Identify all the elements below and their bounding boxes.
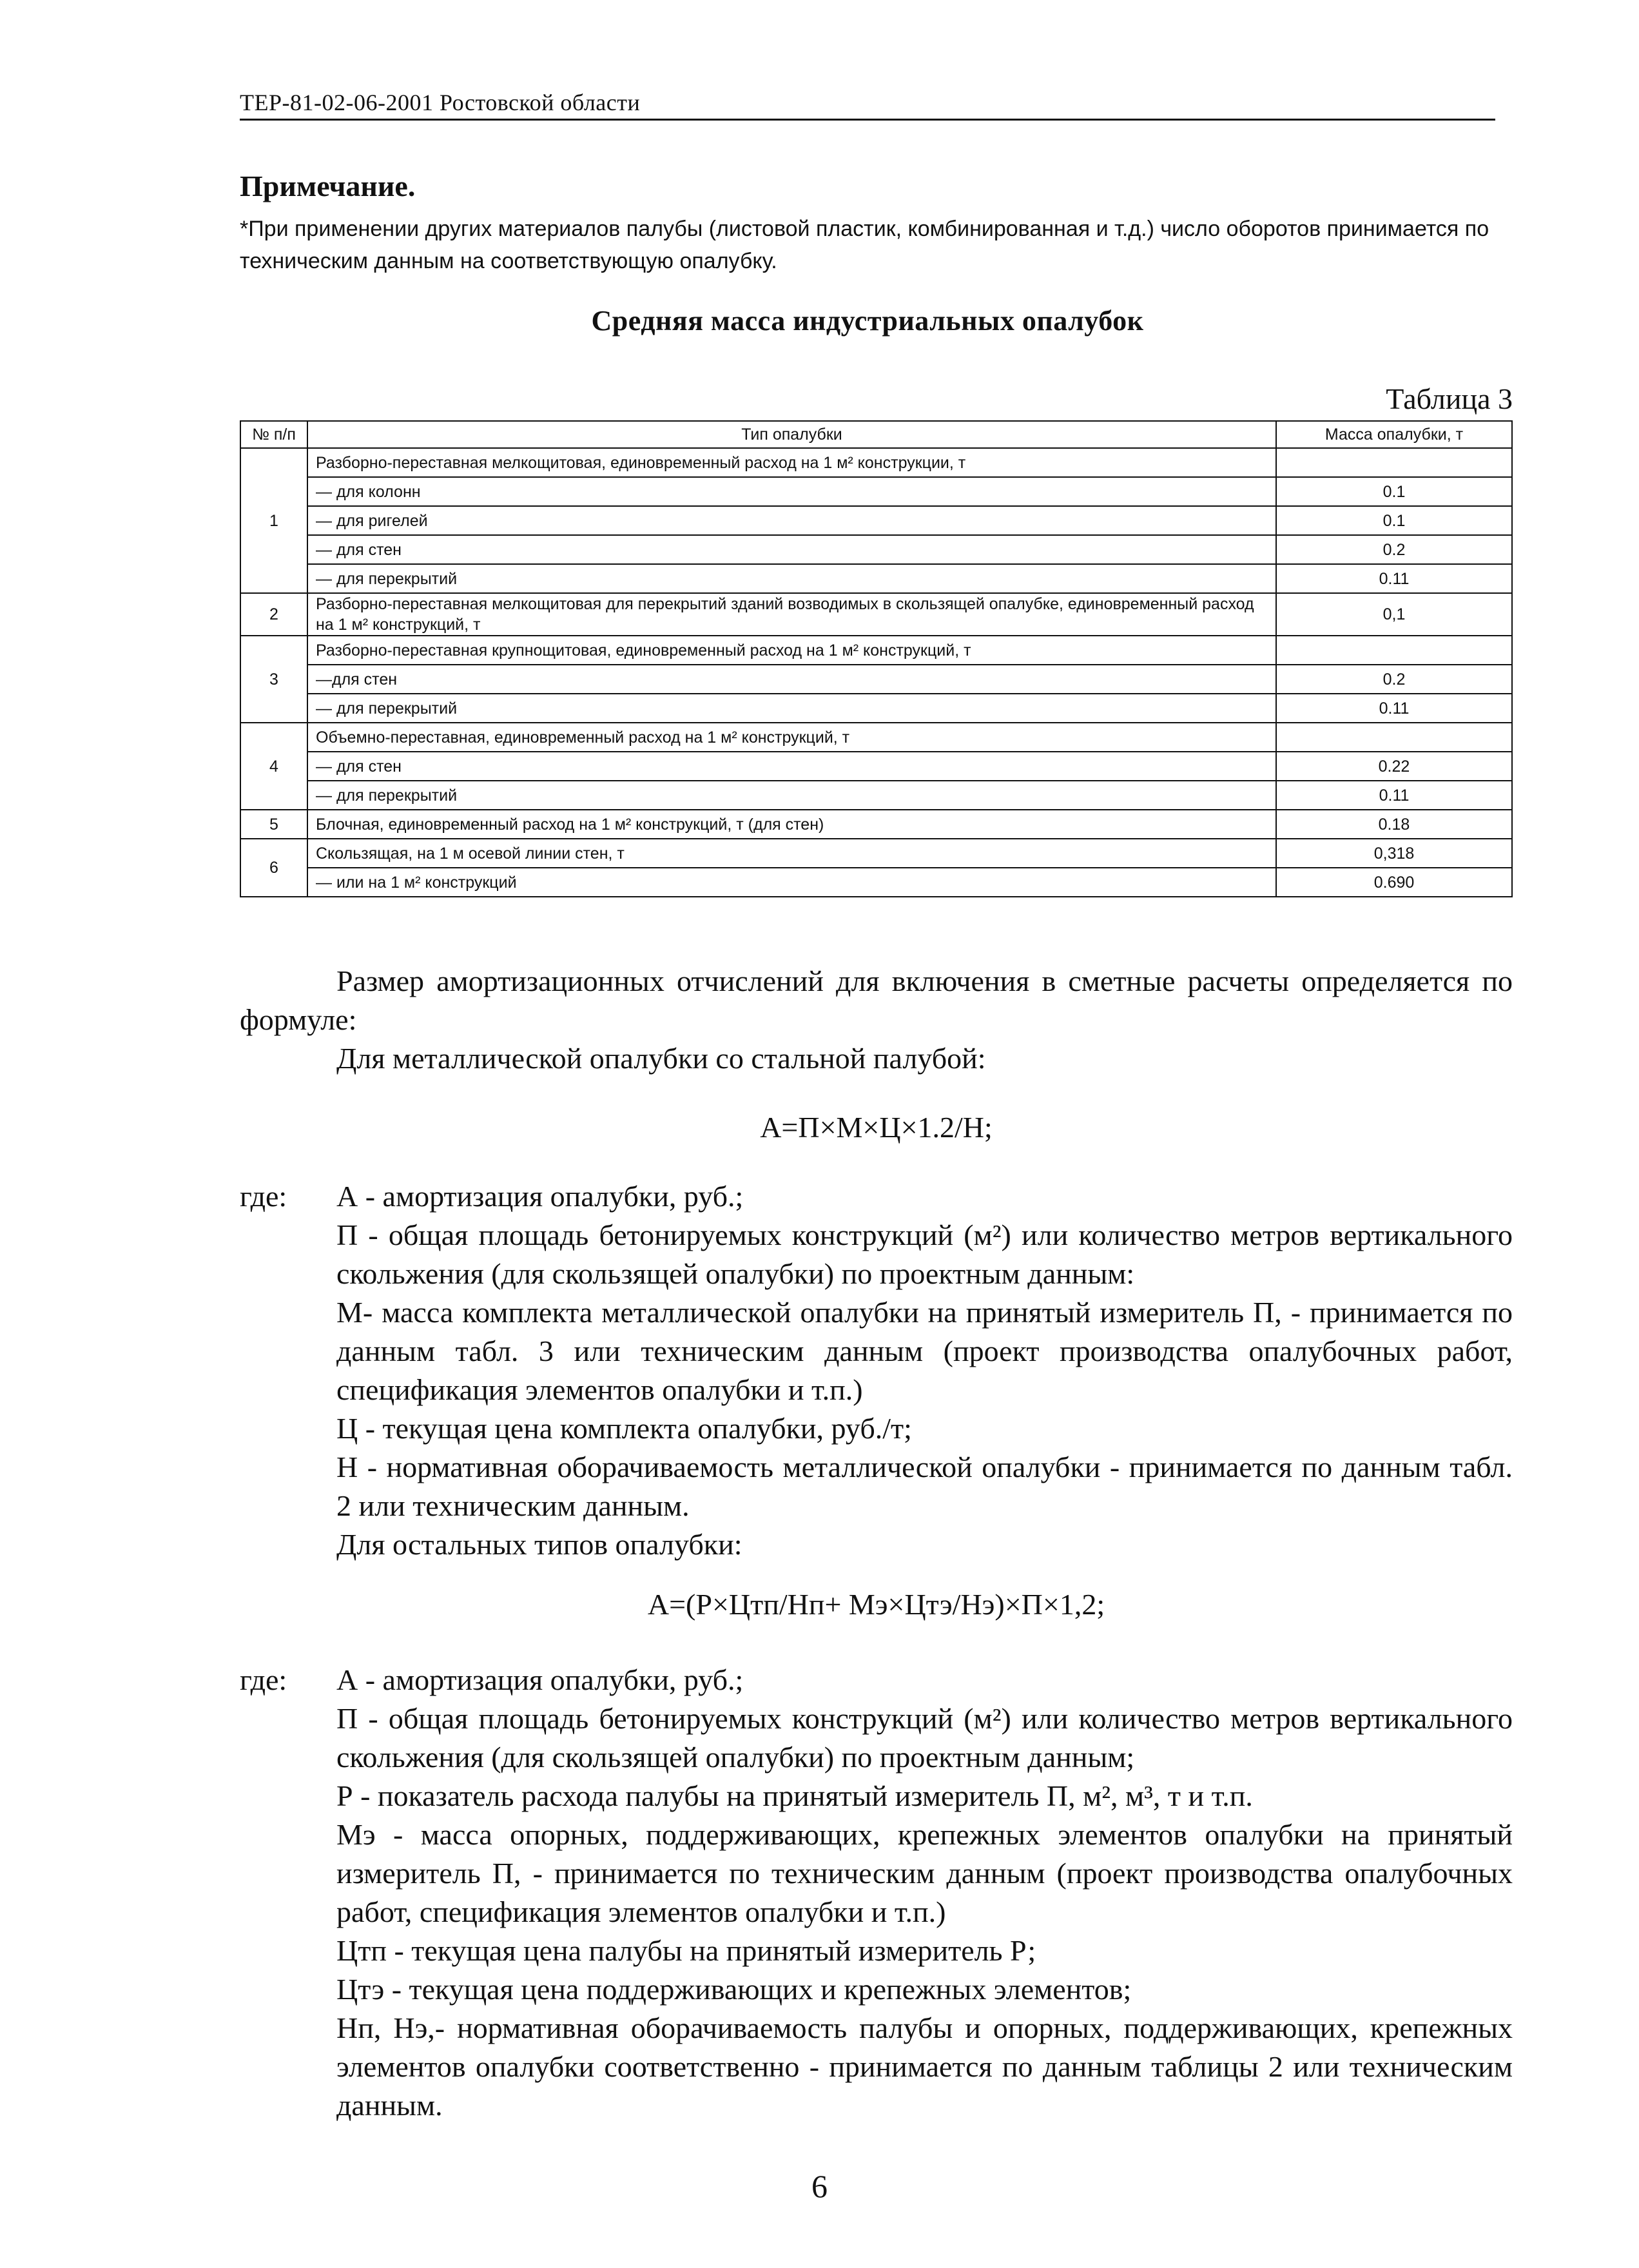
- definition-row: [240, 1293, 1513, 1409]
- definition-row: [240, 1815, 1513, 1931]
- definition-row: [240, 2009, 1513, 2125]
- row-mass: 0.11: [1276, 694, 1512, 723]
- table-row: [240, 448, 1512, 477]
- table-row: [240, 665, 1512, 694]
- row-mass: [1276, 723, 1512, 752]
- row-number: 5: [240, 810, 307, 839]
- row-type: — для перекрытий: [307, 694, 1276, 723]
- definition-row: [240, 1777, 1513, 1815]
- definition-item: Цтп - текущая цена палубы на принятый измеритель Р;: [336, 1934, 1036, 1967]
- row-mass: 0.1: [1276, 506, 1512, 535]
- table-label: Таблица 3: [1386, 382, 1513, 415]
- definition-item: П - общая площадь бетонируемых конструкций (м²) или количество метров вертикального скольжения (для скользящей опалубки) по проектным данным:: [336, 1218, 1513, 1290]
- table-row: [240, 781, 1512, 810]
- row-type: — для перекрытий: [307, 564, 1276, 593]
- row-mass: 0.2: [1276, 665, 1512, 694]
- definition-item: А - амортизация опалубки, руб.;: [336, 1180, 744, 1213]
- definition-item: Мэ - масса опорных, поддерживающих, крепежных элементов опалубки на принятый измеритель П, - принимается по техническим данным (проект производства опалубочных работ, спецификация элементов опалубки и т.п.): [336, 1818, 1513, 1928]
- col-header-number: № п/п: [240, 421, 307, 448]
- definition-row: [240, 1448, 1513, 1525]
- row-number: 6: [240, 839, 307, 897]
- formula-other: А=(Р×Цтп/Нп+ Мэ×Цтэ/Нэ)×П×1,2;: [647, 1588, 1105, 1621]
- table-row: [240, 752, 1512, 781]
- paragraph-other-formwork: Для остальных типов опалубки:: [336, 1528, 742, 1561]
- row-type: Объемно-переставная, единовременный расход на 1 м² конструкций, т: [307, 723, 1276, 752]
- document-header: ТЕР-81-02-06-2001 Ростовской области: [240, 89, 1495, 121]
- col-header-mass: Масса опалубки, т: [1276, 421, 1512, 448]
- col-header-type: Тип опалубки: [307, 421, 1276, 448]
- row-mass: [1276, 448, 1512, 477]
- paragraph-metal-formwork: Для металлической опалубки со стальной палубой:: [336, 1042, 986, 1075]
- table-row: [240, 636, 1512, 665]
- table-row: [240, 506, 1512, 535]
- row-mass: 0.22: [1276, 752, 1512, 781]
- definition-item: М- масса комплекта металлической опалубки на принятый измеритель П, - принимается по данным табл. 3 или техническим данным (проект производства опалубочных работ, спецификация элементов опалубки и т.п.): [336, 1296, 1513, 1406]
- definition-row: [240, 1970, 1513, 2009]
- definition-item: А - амортизация опалубки, руб.;: [336, 1663, 744, 1696]
- definition-row: [240, 1931, 1513, 1970]
- definition-item: Р - показатель расхода палубы на принятый измеритель П, м², м³, т и т.п.: [336, 1779, 1253, 1812]
- row-mass: 0.2: [1276, 535, 1512, 564]
- table-row: [240, 839, 1512, 868]
- row-type: Разборно-переставная крупнощитовая, единовременный расход на 1 м² конструкций, т: [307, 636, 1276, 665]
- row-type: Разборно-переставная мелкощитовая, единовременный расход на 1 м² конструкции, т: [307, 448, 1276, 477]
- table-row: [240, 593, 1512, 636]
- row-type: Скользящая, на 1 м осевой линии стен, т: [307, 839, 1276, 868]
- definitions-metal: [240, 1177, 1513, 1564]
- table-row: [240, 868, 1512, 897]
- row-type: Блочная, единовременный расход на 1 м² конструкций, т (для стен): [307, 810, 1276, 839]
- row-mass: [1276, 636, 1512, 665]
- table-row: [240, 723, 1512, 752]
- row-number: 4: [240, 723, 307, 810]
- paragraph-formula-intro: Размер амортизационных отчислений для включения в сметные расчеты определяется по формуле:: [240, 964, 1513, 1036]
- definition-item: Ц - текущая цена комплекта опалубки, руб./т;: [336, 1412, 912, 1445]
- definition-row: [240, 1409, 1513, 1448]
- definition-row: [240, 1699, 1513, 1777]
- definition-item: Нп, Нэ,- нормативная оборачиваемость палубы и опорных, поддерживающих, крепежных элементов опалубки соответственно - принимается по данным таблицы 2 или техническим данным.: [336, 2011, 1513, 2122]
- definition-item: Цтэ - текущая цена поддерживающих и крепежных элементов;: [336, 1973, 1132, 2006]
- row-number: 3: [240, 636, 307, 723]
- row-type: Разборно-переставная мелкощитовая для перекрытий зданий возводимых в скользящей опалубке, единовременный расход на 1 м² конструкций, т: [307, 593, 1276, 636]
- row-number: 1: [240, 448, 307, 593]
- row-type: — для стен: [307, 535, 1276, 564]
- row-mass: 0,318: [1276, 839, 1512, 868]
- row-type: — для перекрытий: [307, 781, 1276, 810]
- row-mass: 0,1: [1276, 593, 1512, 636]
- note-text: *При применении других материалов палубы (листовой пластик, комбинированная и т.д.) число оборотов принимается по техническим данным на соответствующую опалубку.: [240, 217, 1489, 273]
- row-type: — для стен: [307, 752, 1276, 781]
- page-number: 6: [811, 2168, 828, 2204]
- row-type: — или на 1 м² конструкций: [307, 868, 1276, 897]
- row-mass: 0.18: [1276, 810, 1512, 839]
- formula-metal: А=П×М×Ц×1.2/Н;: [760, 1111, 993, 1144]
- definition-item: П - общая площадь бетонируемых конструкций (м²) или количество метров вертикального скольжения (для скользящей опалубки) по проектным данным;: [336, 1702, 1513, 1774]
- table-row: [240, 694, 1512, 723]
- row-mass: 0.11: [1276, 564, 1512, 593]
- row-type: — для колонн: [307, 477, 1276, 506]
- definition-row: [240, 1525, 1513, 1564]
- where-label: где:: [240, 1180, 287, 1213]
- row-number: 2: [240, 593, 307, 636]
- definition-row: [240, 1177, 1513, 1216]
- row-mass: 0.11: [1276, 781, 1512, 810]
- note-title: Примечание.: [240, 170, 416, 202]
- row-mass: 0.690: [1276, 868, 1512, 897]
- where-label: где:: [240, 1663, 287, 1696]
- table-heading: Средняя масса индустриальных опалубок: [591, 305, 1144, 337]
- definition-row: [240, 1216, 1513, 1293]
- definition-row: [240, 1661, 1513, 1699]
- definitions-other: [240, 1661, 1513, 2125]
- row-type: — для ригелей: [307, 506, 1276, 535]
- row-type: —для стен: [307, 665, 1276, 694]
- table-row: [240, 535, 1512, 564]
- formwork-mass-table: [240, 420, 1513, 897]
- table-row: [240, 810, 1512, 839]
- table-row: [240, 477, 1512, 506]
- definition-item: Н - нормативная оборачиваемость металлической опалубки - принимается по данным табл. 2 или техническим данным.: [336, 1451, 1513, 1522]
- table-header-row: [240, 421, 1512, 448]
- table-row: [240, 564, 1512, 593]
- row-mass: 0.1: [1276, 477, 1512, 506]
